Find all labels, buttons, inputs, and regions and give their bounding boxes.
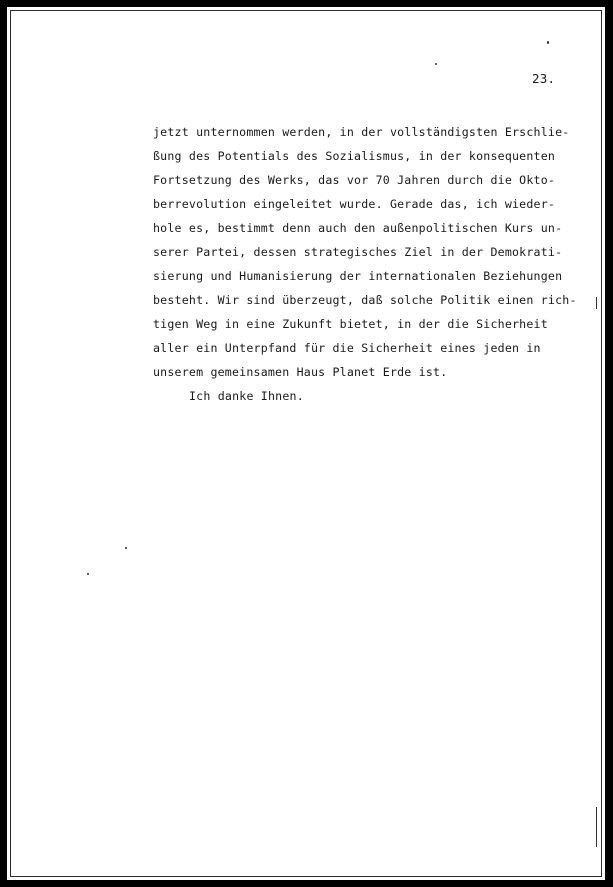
text-line: jetzt unternommen werden, in der vollständigsten Erschlie- bbox=[153, 125, 570, 139]
scan-speck bbox=[547, 41, 549, 44]
text-line: sierung und Humanisierung der internationalen Beziehungen bbox=[153, 269, 563, 283]
scan-speck bbox=[596, 807, 597, 847]
closing-line: Ich danke Ihnen. bbox=[189, 389, 304, 403]
text-line: hole es, bestimmt denn auch den außenpolitischen Kurs un- bbox=[153, 221, 563, 235]
text-line: Fortsetzung des Werks, das vor 70 Jahren durch die Okto- bbox=[153, 173, 556, 187]
page-number: 23. bbox=[532, 71, 556, 86]
text-line: serer Partei, dessen strategisches Ziel in der Demokrati- bbox=[153, 245, 563, 259]
scan-speck bbox=[87, 573, 89, 575]
scan-speck bbox=[596, 297, 597, 309]
text-line: berrevolution eingeleitet wurde. Gerade das, ich wieder- bbox=[153, 197, 556, 211]
text-line: tigen Weg in eine Zukunft bietet, in der die Sicherheit bbox=[153, 317, 548, 331]
text-line: unserem gemeinsamen Haus Planet Erde ist. bbox=[153, 365, 448, 379]
document-page bbox=[7, 7, 605, 880]
text-line: ßung des Potentials des Sozialismus, in der konsequenten bbox=[153, 149, 556, 163]
text-line: aller ein Unterpfand für die Sicherheit eines jeden in bbox=[153, 341, 541, 355]
text-line: besteht. Wir sind überzeugt, daß solche Politik einen rich- bbox=[153, 293, 577, 307]
page-border bbox=[10, 10, 602, 877]
scan-speck bbox=[125, 547, 127, 549]
scan-speck bbox=[435, 63, 437, 65]
